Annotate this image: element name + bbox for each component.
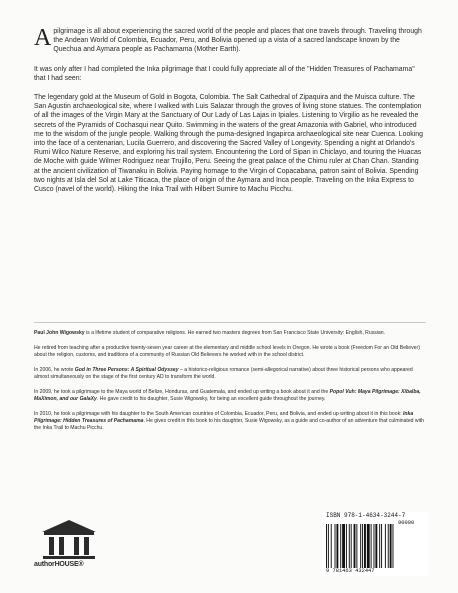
author-bio [34,330,426,440]
intro-text: pilgrimage is all about experiencing the sacred world of the people and places that one travels through. Traveling through the Andean World of Colombia, Ecuador, Peru, and Bolivia opened up a vista of a sacred landscape known by the Quechua and Aymara people as Pachamama (Mother Earth). [53,28,422,54]
barcode-bars-icon [326,524,424,568]
intro-paragraph [34,27,426,55]
bio-text-3a: In 2006, he wrote [34,367,75,373]
barcode-digits: 9 781463 432447 [326,568,375,574]
drop-cap: A [34,25,52,51]
price-code: 90000 [398,520,415,526]
bio-paragraph-5 [34,411,426,432]
lead-paragraph: It was only after I had completed the Inka pilgrimage that I could fully appreciate all of the "Hidden Treasures of Pachamama" that I had seen: [34,65,415,82]
book-title-god: God in Three Persons: A Spiritual Odyssey [74,367,179,373]
book-title-popol-vuh: Popol Vuh: Maya Pilgrimage: Xibalba, MaXimon, and our GalaXy [34,389,421,402]
bio-text-4b: . He gave credit to his daughter, Susie Wigowsky, for being an excellent guide throughout the journey. [96,396,326,402]
isbn-text: ISBN 978-1-4634-3244-7 [326,512,406,519]
divider [34,322,426,323]
bio-text-1: is a lifetime student of comparative religions. He earned two masters degrees from San Francisco State University: English, Russian. [84,330,386,336]
author-name: Paul John Wigowsky [34,330,85,336]
description-text [34,27,426,204]
barcode [322,512,427,576]
bio-paragraph-2: He retired from teaching after a productive twenty-seven year career at the elementary and middle school levels in Oregon. He wrote a book (Freedom For an Old Believer) about the religion, customs, and traditions of a community of Russian Old Believers he worked with in the school district. [34,345,420,358]
bio-paragraph-4 [34,389,426,403]
treasures-paragraph: The legendary gold at the Museum of Gold in Bogota, Colombia. The Salt Cathedral of Zipaquira and the Muisca culture. The San Agustin archaeological site, where I walked with Luis Salazar through the groves of living stone statues. The contemplation of all the images of the Virgin Mary at the Sanctuary of Our Lady of Las Lajas in Ipiales. Listening to Virgilio as he revealed the secrets of the Pyramids of Cochasqui near Quito. Swimming in the waters of the great Amazonia with Gabriel, who introduced me to the wisdom of the jungle people. Walking through the puma-designed Ingapirca archaeological site near Cuenca. Looking into the face of a centenarian, Lucila Guerrero, and discovering the Sacred Valley of Longevity. Spending a night at Orlando's Rumi Wilco Nature Reserve, and exploring his trail system. Encountering the Lord of Sipan in Chiclayo, and touring the Huacas de Moche with guide Wilmer Rodriguez near Trujillo, Peru. Seeing the great palace of the Chimu ruler at Chan Chan. Standing at the ancient civilization of Tiwanaku in Bolivia. Paying homage to the Virgin of Copacabana, patron saint of Bolivia. Spending two nights at Isla del Sol at Lake Titicaca, the place of origin of the Aymara and Inca people. Traveling on the Inka Express to Cusco (navel of the world). Hiking the Inka Trail with Hilbert Sumire to Machu Picchu. [34,94,423,194]
bio-paragraph-1 [34,330,426,337]
bio-text-3b: – a historico-religious romance (semi-allegorical narrative) about three historical persons who appeared almost simultaneously on the stage of the first century AD to transform the world. [34,367,413,380]
bio-paragraph-3 [34,367,426,381]
publisher-logo-icon [34,518,104,566]
publisher-name: authorHOUSE® [34,561,84,568]
bio-text-4a: In 2009, he took a pilgrimage to the Maya world of Belize, Honduras, and Guatemala, and ended up writing a book about it and the [34,389,330,395]
bio-text-5a: In 2010, he took a pilgrimage with his daughter to the South American countries of Colombia, Ecuador, Peru, and Bolivia, and ended up writing about it in this book: [34,411,403,417]
book-title-inka: Inka Pilgrimage: Hidden Treasures of Pachamama [34,411,414,424]
bio-text-5b: . He gives credit in this book to his daughter, Susie Wigowsky, as a guide and co-author of an adventure that culminated with the Inka Trail to Machu Picchu. [34,418,424,431]
